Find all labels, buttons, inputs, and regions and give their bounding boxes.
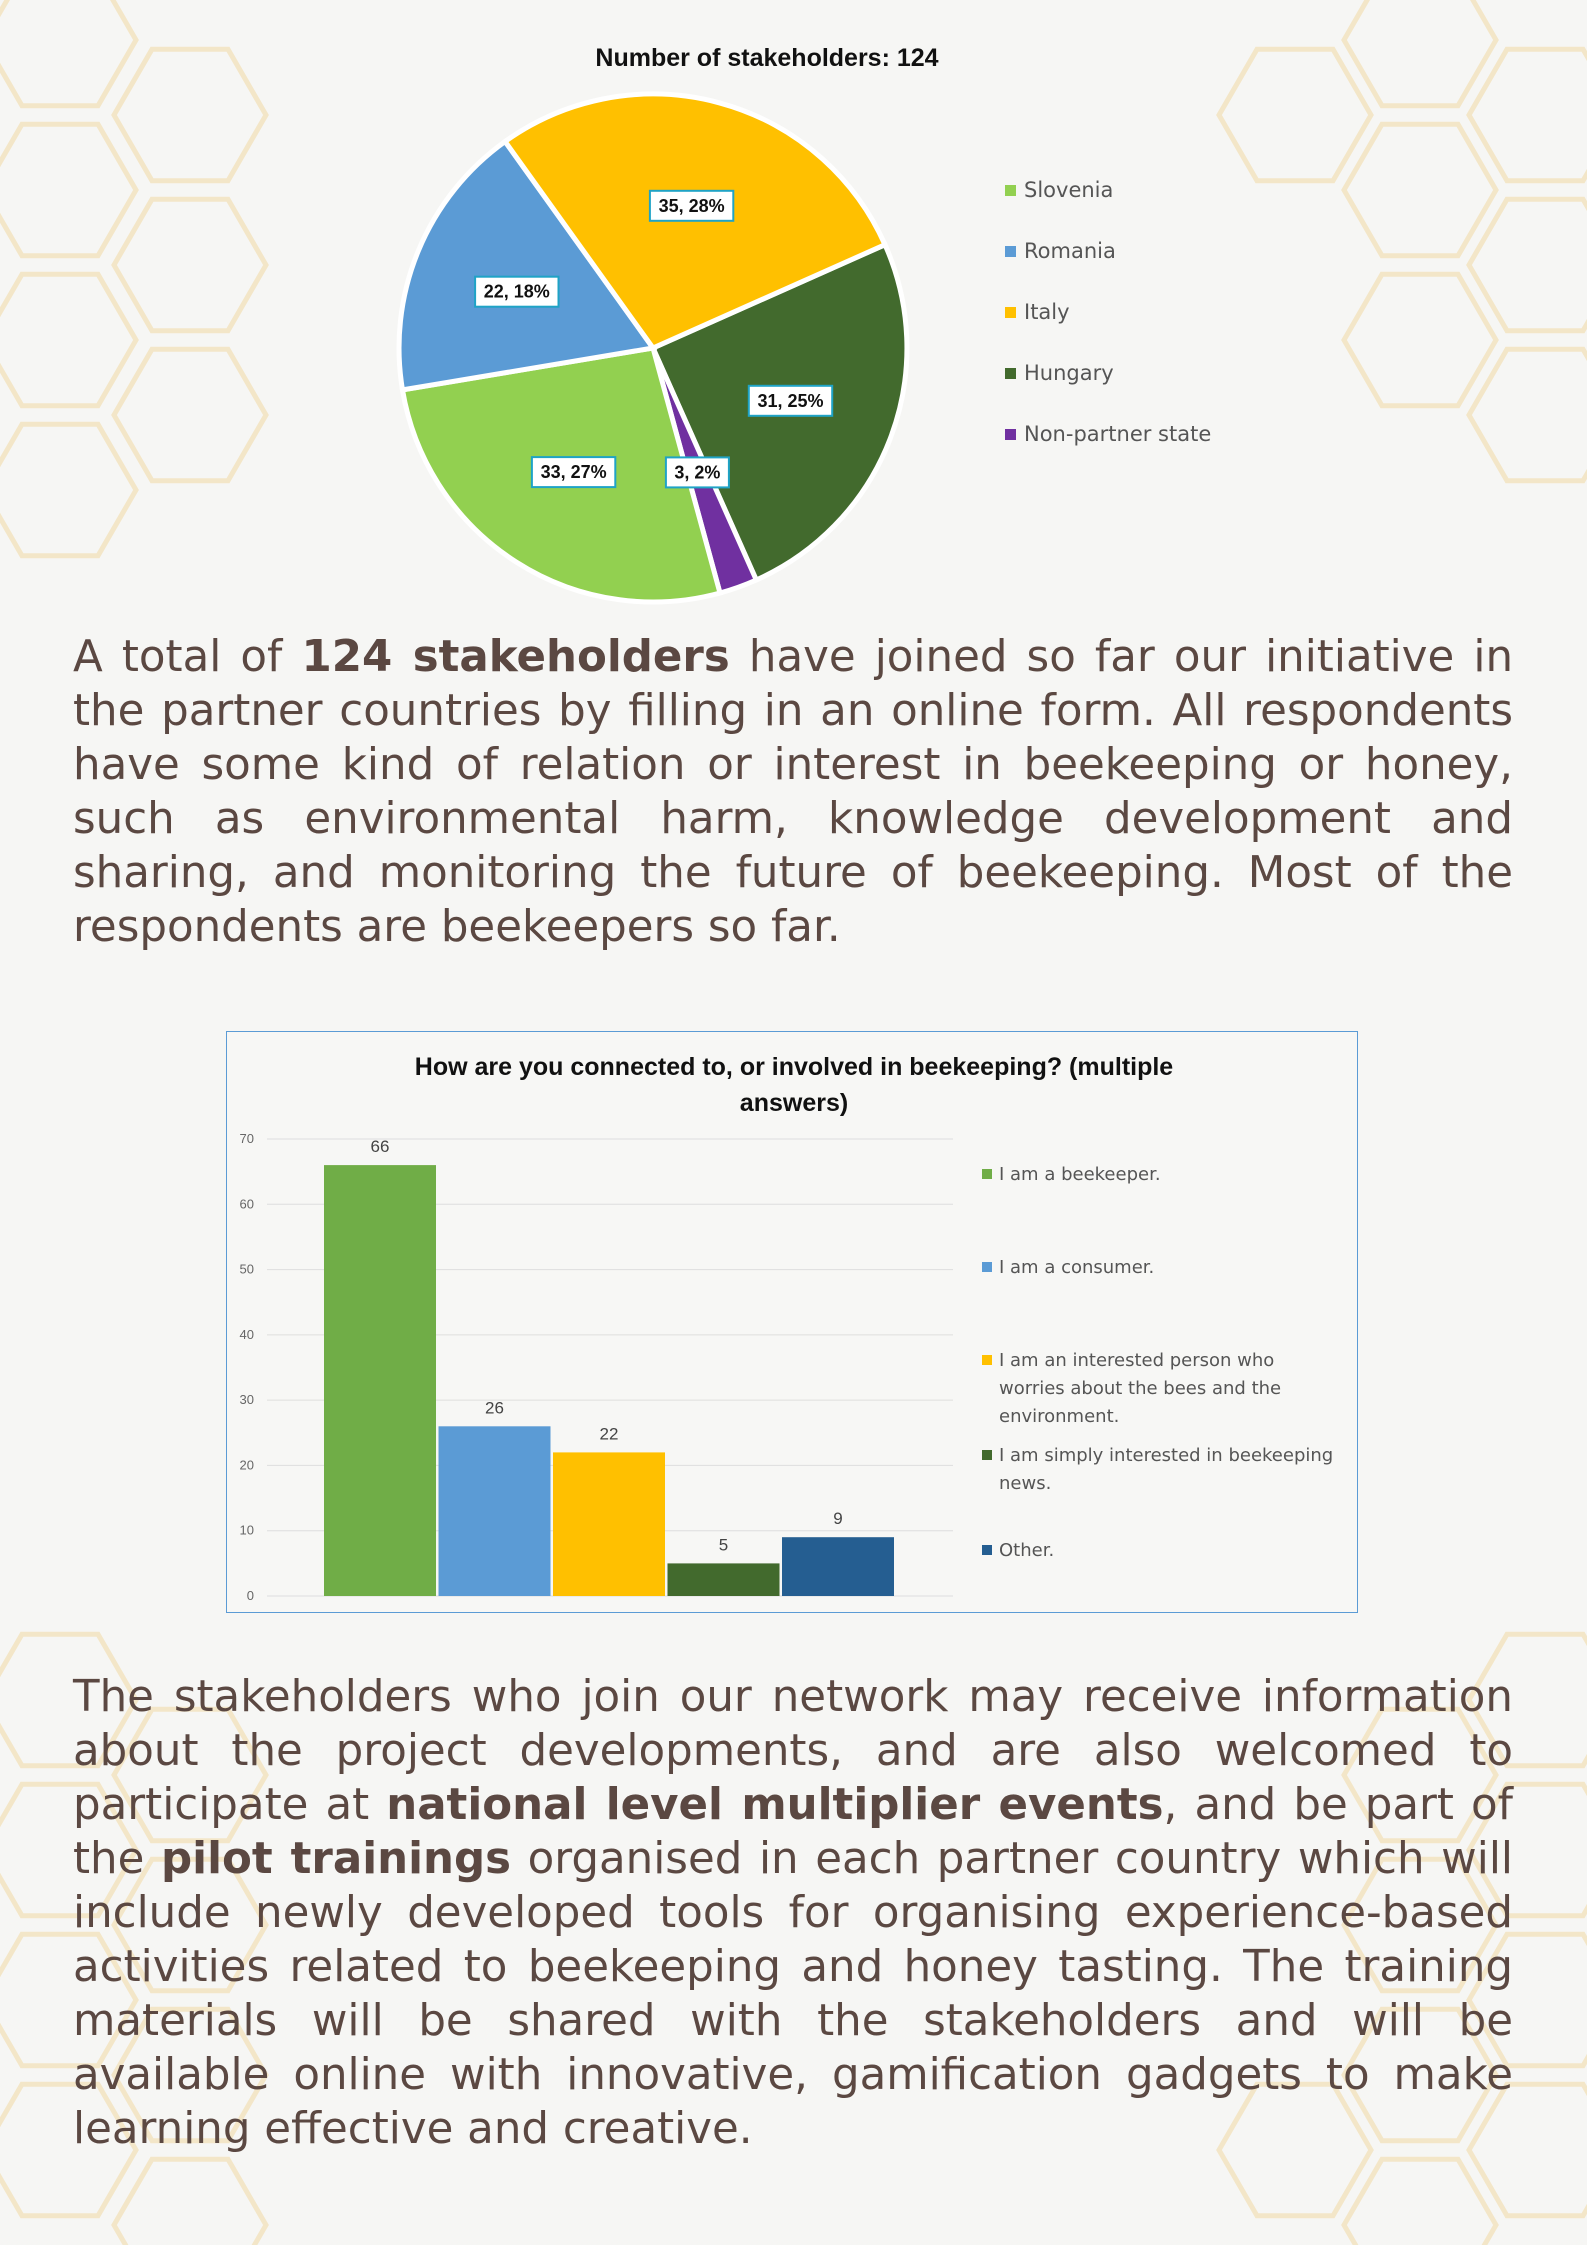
pie-legend-item — [1005, 422, 1211, 446]
bar-y-tick-label: 10 — [239, 1522, 254, 1538]
hexagon-decoration — [0, 124, 136, 256]
bar-5 — [782, 1537, 894, 1596]
bar-value-label: 66 — [370, 1137, 390, 1157]
bar-y-tick-label: 60 — [239, 1196, 254, 1212]
intro-bold-stakeholders: 124 stakeholders — [301, 632, 730, 682]
pie-legend-swatch — [1005, 307, 1016, 318]
pie-legend-swatch — [1005, 368, 1016, 379]
hexagon-decoration — [1469, 49, 1587, 181]
pie-legend-swatch — [1005, 185, 1016, 196]
bar-legend-swatch — [982, 1355, 992, 1365]
hexagon-decoration — [0, 274, 136, 406]
network-text-1: The stakeholders who join our network may receive information about the project developments, and are also welcomed to participate at — [73, 1672, 1513, 1830]
pie-data-label-text: 31, 25% — [757, 390, 824, 411]
bar-y-tick-label: 0 — [246, 1588, 254, 1603]
hexagon-decoration — [114, 49, 266, 181]
pie-data-label-text: 3, 2% — [674, 462, 721, 483]
hexagon-decoration — [1344, 2159, 1496, 2245]
network-text-3: organised in each partner country which will include newly developed tools for organising experience-based activities related to beekeeping and honey tasting. The training materials will be shared with the stakeholders and will be available online with innovative, gamification gadgets to make learning effective and creative. — [73, 1834, 1514, 2154]
bar-legend-swatch — [982, 1450, 992, 1460]
pie-legend-swatch — [1005, 246, 1016, 257]
intro-text-2: have joined so far our initiative in the partner countries by filling in an online form. All respondents have some kind of relation or interest in beekeeping or honey, such as environmental harm, knowledge development and sharing, and monitoring the future of beekeeping. Most of the respondents are beekeepers so far. — [73, 632, 1514, 952]
pie-legend-label: Non-partner state — [1024, 422, 1212, 446]
bar-legend-item — [982, 1540, 1054, 1561]
bar-2 — [439, 1426, 551, 1596]
bar-y-tick-label: 50 — [239, 1261, 254, 1277]
pie-data-label-text: 35, 28% — [658, 195, 725, 216]
hexagon-decoration — [114, 349, 266, 481]
pie-legend-item — [1005, 361, 1114, 385]
hexagon-decoration — [114, 2159, 266, 2245]
network-bold-pilot-trainings: pilot trainings — [161, 1834, 512, 1884]
bar-value-label: 26 — [485, 1398, 504, 1418]
bar-value-label: 5 — [718, 1535, 729, 1555]
network-paragraph — [73, 1670, 1513, 2156]
bar-legend-label: I am simply interested in beekeeping — [999, 1445, 1334, 1466]
bar-value-label: 9 — [833, 1509, 843, 1529]
bar-legend-label: worries about the bees and the — [999, 1378, 1282, 1399]
bar-y-tick-label: 30 — [239, 1392, 254, 1408]
pie-data-label — [532, 457, 615, 487]
pie-data-label — [475, 277, 558, 307]
bar-legend-swatch — [982, 1545, 992, 1555]
pie-legend-label: Romania — [1024, 239, 1116, 263]
hexagon-decoration — [0, 424, 136, 556]
bar-legend-label: news. — [999, 1473, 1052, 1494]
bar-chart-title-line1: How are you connected to, or involved in beekeeping? (multiple — [414, 1053, 1174, 1081]
bar-3 — [553, 1452, 665, 1596]
bar-legend-item — [982, 1164, 1161, 1185]
hexagon-decoration — [1344, 274, 1496, 406]
hexagon-decoration — [114, 199, 266, 331]
bar-legend-swatch — [982, 1262, 992, 1272]
bar-legend-label: environment. — [999, 1406, 1120, 1427]
bar-legend-item — [982, 1445, 1333, 1494]
hexagon-decoration — [1469, 199, 1587, 331]
bar-legend-swatch — [982, 1169, 992, 1179]
pie-chart-title: Number of stakeholders: 124 — [595, 44, 939, 72]
pie-legend-swatch — [1005, 429, 1016, 440]
bar-4 — [668, 1563, 780, 1596]
bar-legend-label: I am a beekeeper. — [999, 1164, 1161, 1185]
bar-chart-card — [226, 1031, 1358, 1613]
pie-legend-label: Slovenia — [1024, 178, 1114, 202]
bar-legend-item — [982, 1350, 1281, 1427]
pie-legend-item — [1005, 239, 1116, 263]
pie-legend-label: Italy — [1024, 300, 1070, 324]
pie-legend-item — [1005, 300, 1070, 324]
bar-legend-label: Other. — [999, 1540, 1055, 1561]
pie-legend-item — [1005, 178, 1113, 202]
pie-data-label-text: 22, 18% — [483, 281, 550, 302]
bar-chart — [227, 1032, 1359, 1614]
bar-legend-item — [982, 1257, 1154, 1278]
intro-text-1: A total of — [73, 632, 302, 682]
pie-chart-section — [360, 30, 1260, 620]
bar-legend-label: I am an interested person who — [999, 1350, 1275, 1371]
pie-data-label — [749, 386, 832, 416]
pie-data-label — [650, 191, 733, 221]
network-bold-multiplier-events: national level multiplier events — [386, 1780, 1164, 1830]
hexagon-decoration — [1344, 124, 1496, 256]
pie-data-label — [666, 457, 729, 487]
intro-paragraph — [73, 630, 1513, 954]
pie-data-label-text: 33, 27% — [540, 462, 607, 483]
pie-chart — [360, 30, 1260, 620]
bar-value-label: 22 — [599, 1424, 619, 1444]
pie-legend-label: Hungary — [1024, 361, 1114, 385]
hexagon-decoration — [1469, 349, 1587, 481]
bar-y-tick-label: 40 — [239, 1326, 254, 1342]
bar-legend-label: I am a consumer. — [999, 1257, 1155, 1278]
bar-y-tick-label: 20 — [239, 1457, 254, 1473]
hexagon-decoration — [1344, 0, 1496, 106]
bar-chart-title-line2: answers) — [739, 1089, 849, 1117]
hexagon-decoration — [0, 0, 136, 106]
bar-y-tick-label: 70 — [239, 1131, 254, 1146]
network-text-2: , and be part of the — [73, 1780, 1513, 1884]
bar-1 — [324, 1165, 436, 1596]
